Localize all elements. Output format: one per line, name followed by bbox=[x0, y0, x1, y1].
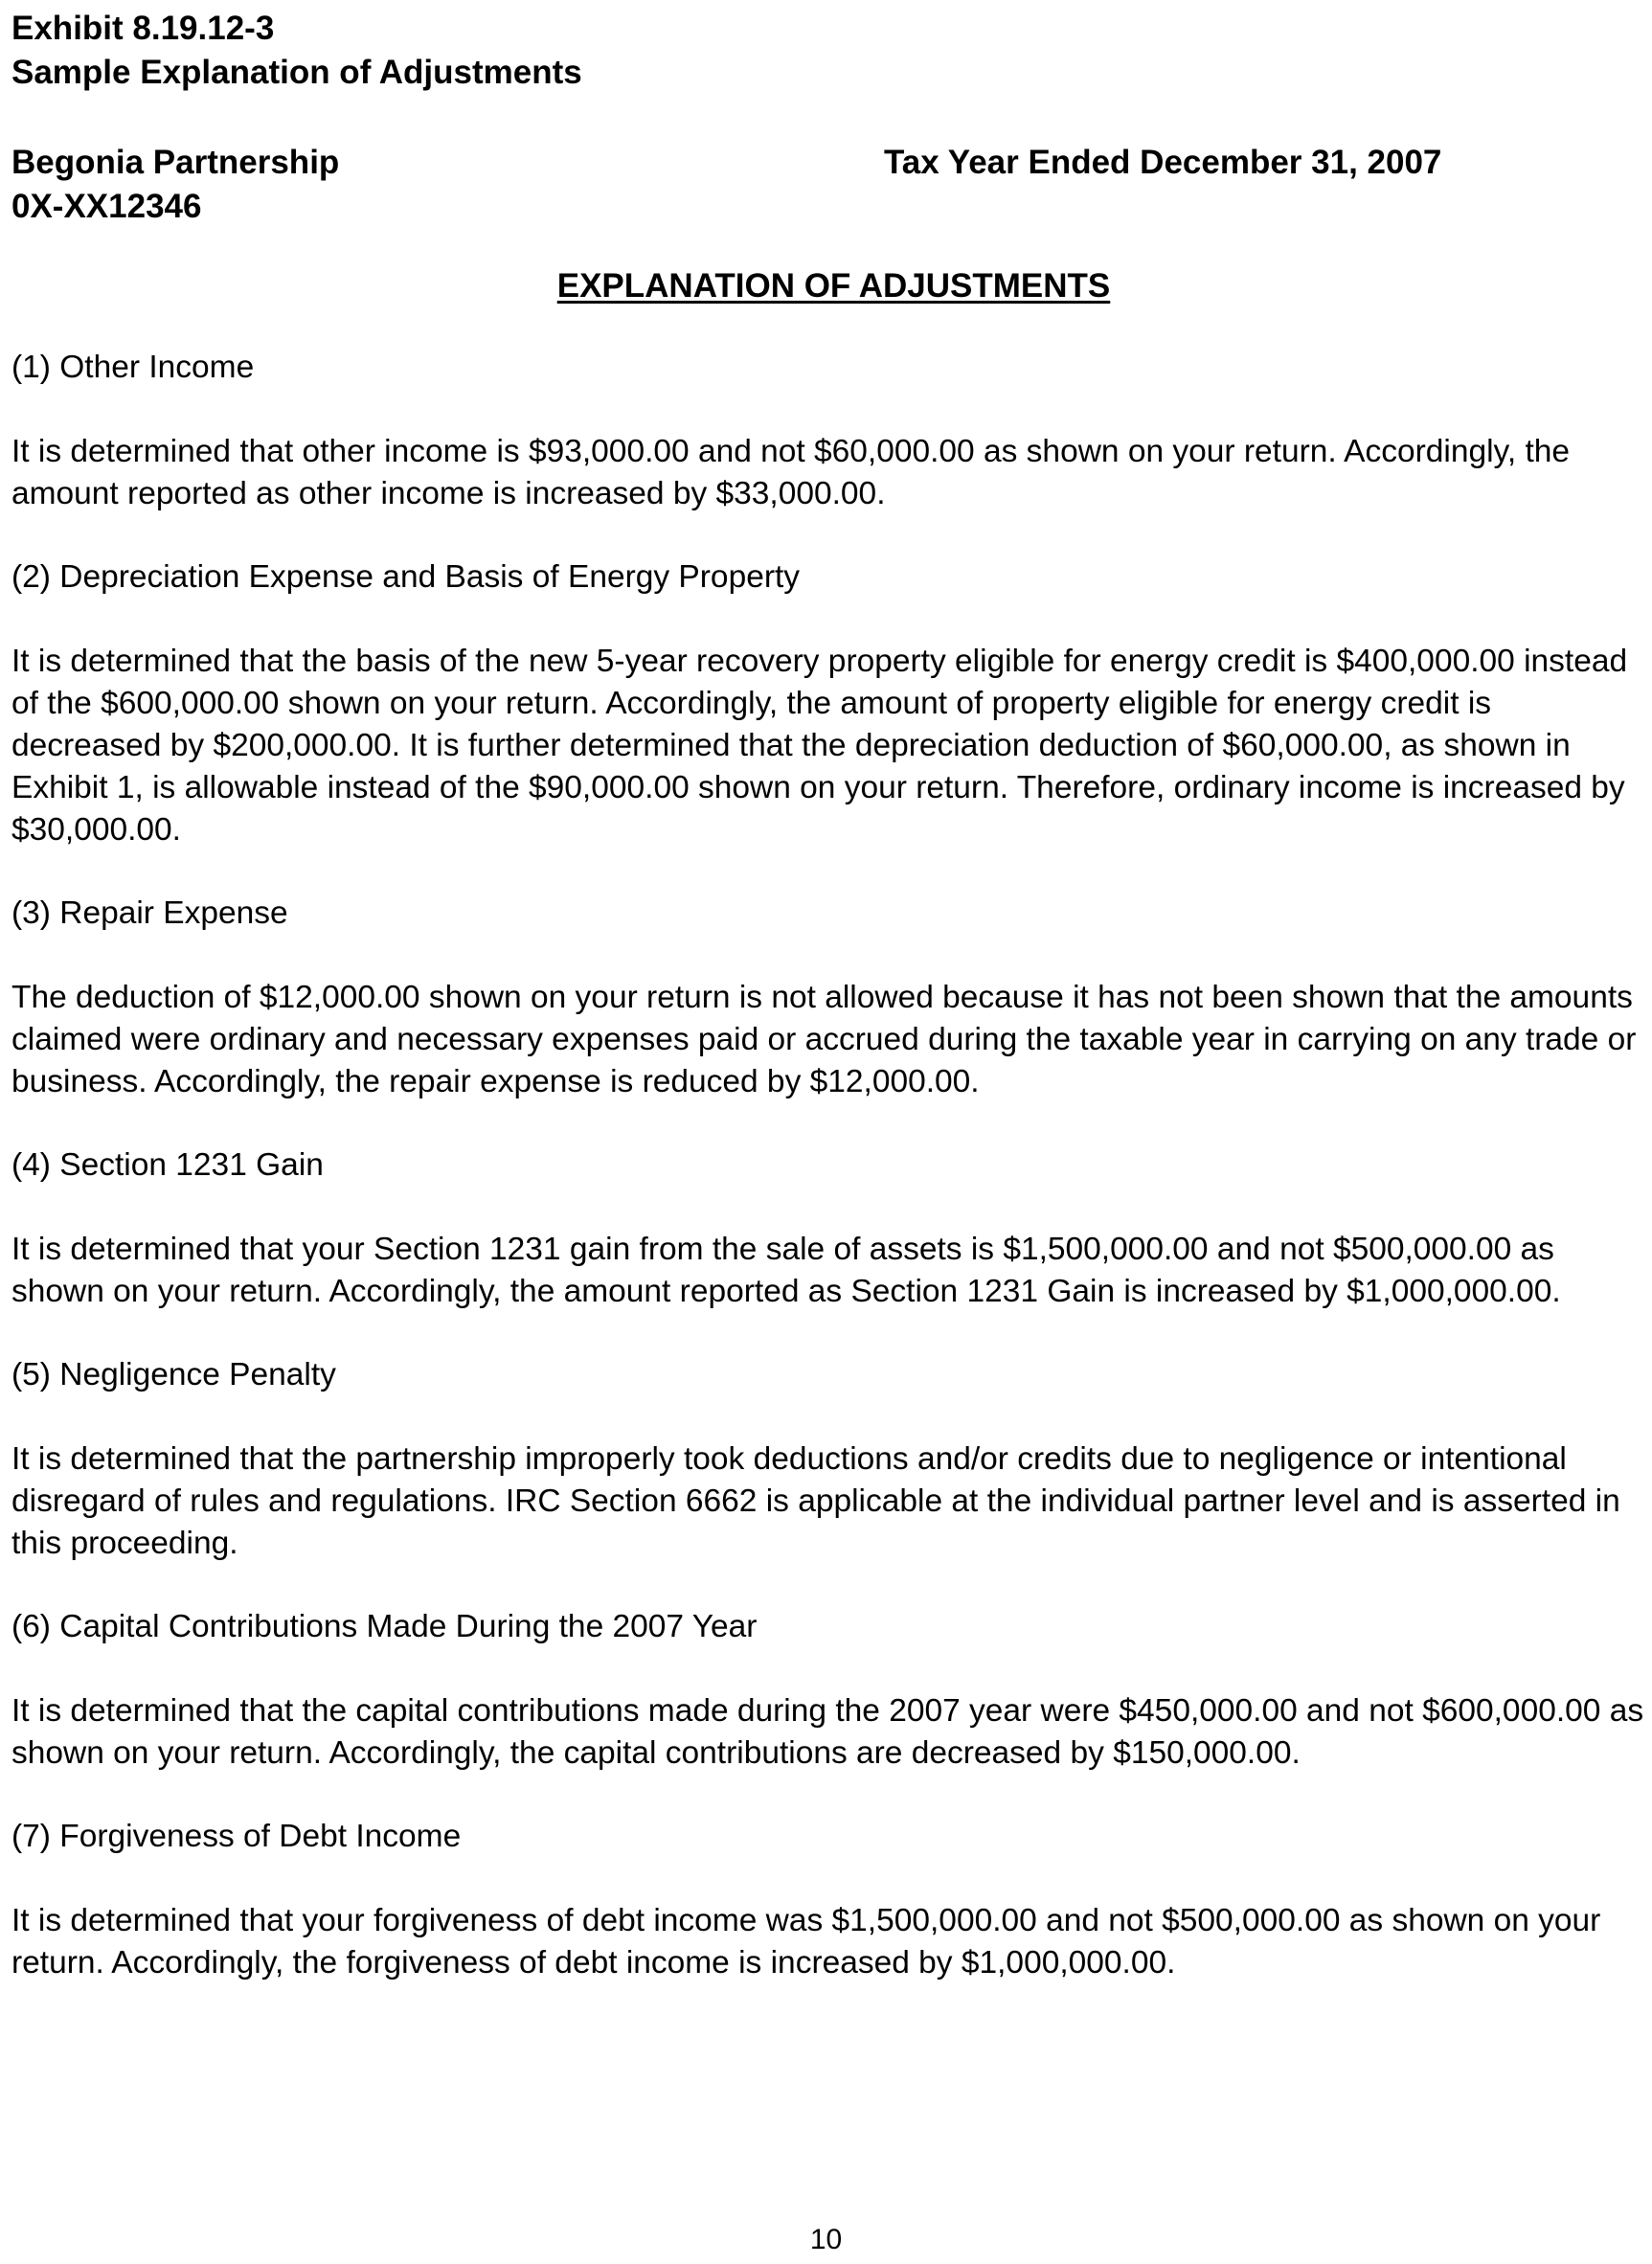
adjustment-text: It is determined that your Section 1231 gain from the sale of assets is $1,500,000.00 and not $500,000.00 as shown on your return. Accordingly, the amount reported as Section 1231 Gain is increased by $1,000,000.00. bbox=[11, 1232, 1561, 1309]
adjustment-title: (5) Negligence Penalty bbox=[11, 1357, 336, 1392]
adjustment-text: It is determined that other income is $93,000.00 and not $60,000.00 as shown on your return. Accordingly, the amount reported as other income is increased by $33,000.00. bbox=[11, 434, 1571, 511]
adjustment-title: (1) Other Income bbox=[11, 350, 255, 385]
adjustment-title: (7) Forgiveness of Debt Income bbox=[11, 1819, 462, 1854]
adjustment-section bbox=[11, 893, 1647, 1103]
adjustment-section bbox=[11, 1816, 1647, 1984]
adjustment-text: It is determined that the partnership improperly took deductions and/or credits due to negligence or intentional disregard of rules and regulations. IRC Section 6662 is applicable at the individual partner level and is asserted in this proceeding. bbox=[11, 1441, 1620, 1561]
section-heading bbox=[0, 267, 1652, 306]
adjustment-text: It is determined that the capital contributions made during the 2007 year were $450,000.00 and not $600,000.00 as shown on your return. Accordingly, the capital contributions are decreased by $150,000.00. bbox=[11, 1693, 1644, 1771]
exhibit-number: Exhibit 8.19.12-3 bbox=[11, 10, 275, 47]
explanation-heading: EXPLANATION OF ADJUSTMENTS bbox=[556, 267, 1111, 305]
adjustment-title: (2) Depreciation Expense and Basis of Energy Property bbox=[11, 559, 801, 595]
partnership-id: 0X-XX12346 bbox=[11, 188, 202, 225]
adjustment-title: (6) Capital Contributions Made During the 2007 Year bbox=[11, 1609, 758, 1644]
adjustment-section bbox=[11, 1606, 1647, 1775]
adjustment-section bbox=[11, 556, 1647, 851]
adjustment-text: It is determined that your forgiveness of debt income was $1,500,000.00 and not $500,000.00 as shown on your return. Accordingly, the forgiveness of debt income is increased by $1,000,000.00. bbox=[11, 1903, 1601, 1981]
document-title: Sample Explanation of Adjustments bbox=[11, 54, 582, 91]
tax-year: Tax Year Ended December 31, 2007 bbox=[884, 144, 1442, 181]
adjustment-section bbox=[11, 1144, 1647, 1313]
adjustments-body bbox=[11, 347, 1647, 2026]
adjustment-section bbox=[11, 347, 1647, 515]
page-number: 10 bbox=[809, 2224, 843, 2255]
adjustment-title: (3) Repair Expense bbox=[11, 895, 288, 931]
adjustment-text: It is determined that the basis of the new 5-year recovery property eligible for energy credit is $400,000.00 instead of the $600,000.00 shown on your return. Accordingly, the amount of property eligible for energy credit is decreased by $200,000.00. It is further determined that the depreciation deduction of $60,000.00, as shown in Exhibit 1, is allowable instead of the $90,000.00 shown on your return. Therefore, ordinary income is increased by $30,000.00. bbox=[11, 644, 1628, 848]
adjustment-text: The deduction of $12,000.00 shown on your return is not allowed because it has not been shown that the amounts claimed were ordinary and necessary expenses paid or accrued during the taxable year in carrying on any trade or business. Accordingly, the repair expense is reduced by $12,000.00. bbox=[11, 980, 1637, 1099]
adjustment-title: (4) Section 1231 Gain bbox=[11, 1147, 324, 1183]
adjustment-section bbox=[11, 1354, 1647, 1565]
partnership-name: Begonia Partnership bbox=[11, 144, 340, 181]
